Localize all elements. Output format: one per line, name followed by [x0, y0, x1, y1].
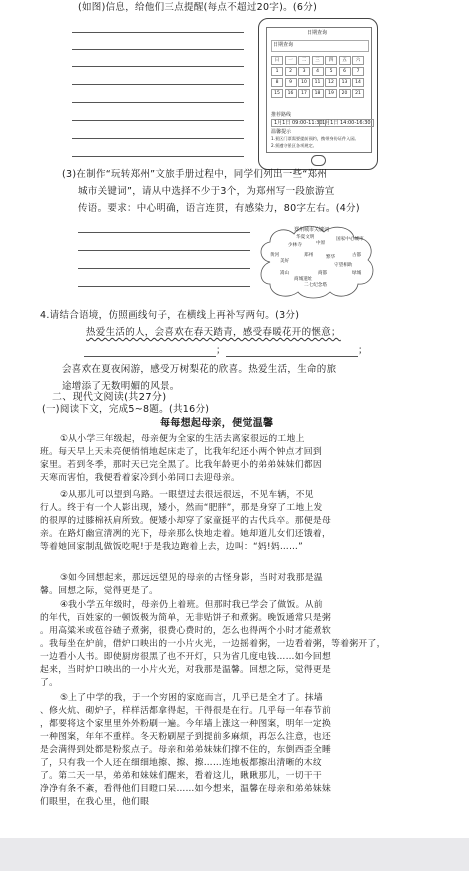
calendar-day[interactable]: 6 [339, 67, 351, 76]
article-line: 。我每坐在炉前，借炉口映出的一小片火光，一边摇着粥，一边看着粥，等着粥开了， [40, 639, 386, 649]
article-line: 的很厚的过膝棉袄肩所致。便矮小却穿了家童挺平的古代兵卒。那便是母 [40, 516, 332, 526]
article-line: 。用高粱米或苞谷碴子煮粥，很费心费时的，怎么也得两个小时才能煮软 [40, 626, 332, 636]
cloud-keyword: 古都 [352, 253, 362, 258]
cloud-keyword: 华夏文明 [296, 235, 315, 240]
article-line: 了，只有我一个人还在细细地擦、擦、擦……连地板都擦出清晰的木纹 [40, 758, 323, 768]
q4-semicolon-2: ； [358, 345, 368, 356]
route-b: 1月1日 14:00-16:30 [319, 119, 374, 127]
question-2-prompt: (如图)信息，给他们三点提醒(每点不超过20字)。(6分) [78, 2, 318, 13]
q4-line4: 途增添了无数明媚的风景。 [62, 381, 180, 392]
q4-example-sentence: 热爱生活的人，会喜欢在春天踏青，感受春暖花开的惬意； [86, 327, 341, 338]
calendar-weekday: 四 [325, 56, 337, 65]
article-line: 净净有条不紊，看得他们目瞪口呆……如今想来，温馨在母亲和弟弟妹妹 [40, 784, 332, 794]
route-title: 推荐路线 [271, 112, 292, 118]
q4-line3: 会喜欢在夏夜闲游，感受万树梨花的欣喜。热爱生活，生命的旅 [62, 364, 337, 375]
cloud-keyword: 美好 [280, 259, 290, 264]
cloud-keyword: 商都 [318, 271, 328, 276]
article-line: ⑤上了中学的我，于一个穷困的家庭而言，几乎已是全才了。抹墙 [60, 693, 323, 703]
keyword-cloud [256, 222, 378, 300]
article-line: 等着她回家制乱做饭吃呢!于是我边跑着上去，边叫：“妈!妈……” [40, 542, 303, 552]
cloud-title: 郑州城市关键词 [294, 227, 330, 233]
route-a: 1月1日 09:00-11:30 [271, 119, 326, 127]
calendar-day[interactable]: 7 [352, 67, 364, 76]
phone-illustration [258, 18, 378, 170]
q4-semicolon-1: ； [216, 345, 226, 356]
cloud-keyword: 国家中心城市 [336, 237, 364, 242]
cloud-keyword: 繁华 [326, 255, 336, 260]
q4-blank-1[interactable] [84, 356, 216, 357]
article-line: 是会满得到处都是粉浆点子。母亲和弟弟妹妹们撑不住的，东倒西歪全睡 [40, 745, 332, 755]
calendar-day[interactable]: 3 [298, 67, 310, 76]
calendar-weekday: 一 [285, 56, 297, 65]
article-line: ，都要将这个家里里外外粉刷一遍。今年墙上涨这一种图案，明年一定换 [40, 719, 332, 729]
cloud-keyword: 商城遗址 [294, 277, 313, 282]
q4-blank-2[interactable] [226, 356, 358, 357]
calendar-weekday: 二 [298, 56, 310, 65]
article-line: 了。第二天一早，弟弟和妹妹们醒来，看着这儿，瞅瞅那儿，一切干干 [40, 771, 323, 781]
calendar-day[interactable]: 15 [271, 89, 283, 98]
calendar-weekday: 三 [312, 56, 324, 65]
home-button [311, 155, 326, 166]
article-line: 了。 [40, 678, 59, 688]
article-line: ④我小学五年级时，母亲仍上着班。但那时我已学会了做饭。从前 [60, 600, 323, 610]
article-line: 家里。若到冬季，那时天已完全黑了。比我年龄更小的弟弟妹妹们都因 [40, 460, 323, 470]
section-2-title: 二、现代文阅读(共27分) [52, 392, 167, 403]
article-line: 起来，当时炉口映出的一小片火光，对我那是温馨。回想之际，觉得更是 [40, 665, 332, 675]
calendar-day[interactable]: 21 [352, 89, 364, 98]
cloud-keyword: 黄河 [270, 253, 280, 258]
q3-line2: 城市关键词”，请从中选择不少于3个，为郑州写一段旅游宣 [78, 186, 335, 197]
q3-line1: (3)在制作“玩转郑州”文旅手册过程中，同学们列出一些“郑州 [62, 169, 328, 180]
calendar-day[interactable]: 16 [285, 89, 297, 98]
article-title: 每每想起母亲，便觉温馨 [160, 418, 274, 429]
cloud-keyword: 守望相助 [334, 263, 353, 268]
calendar-day[interactable]: 14 [352, 78, 364, 87]
article-line: 天寒而害怕，我便看着家冷到小弟同口去迎母亲。 [40, 473, 241, 483]
calendar-day[interactable]: 18 [312, 89, 324, 98]
cloud-keyword: 少林寺 [288, 243, 302, 248]
calendar-grid [271, 56, 367, 108]
article-line: 一种图案，年年不重样。冬天粉刷屋子到提前多麻烦，再怎么注意，也还 [40, 732, 332, 742]
calendar-day[interactable]: 19 [325, 89, 337, 98]
calendar-day[interactable]: 4 [312, 67, 324, 76]
q4-prompt: 4.请结合语境，仿照画线句子，在横线上再补写两句。(3分) [40, 310, 300, 321]
cal-header: 日期查询 [273, 42, 294, 48]
phone-header: 日期查询 [307, 30, 328, 36]
calendar-day[interactable]: 12 [325, 78, 337, 87]
cloud-keyword: 嵩山 [280, 271, 290, 276]
calendar-weekday: 日 [271, 56, 283, 65]
article-line: ②从那儿可以望到乌路。一眼望过去很远很远，不见车辆，不见 [60, 490, 314, 500]
cloud-keyword: 中原 [316, 241, 326, 246]
article-line: 一边看小人书。即使厨房很黑了也不开灯，只为省几度电钱……如今回想 [40, 652, 332, 662]
article-line: ①从小学三年级起，母亲便为全家的生活去离家很远的工地上 [60, 434, 305, 444]
q3-line3: 传语。要求：中心明确，语言连贯，有感染力，80字左右。(4分) [78, 203, 360, 214]
calendar-day[interactable]: 1 [271, 67, 283, 76]
section-2-subtitle: (一)阅读下文，完成5~8题。(共16分) [42, 404, 210, 415]
page-footer-band [0, 838, 469, 871]
calendar-day[interactable]: 8 [271, 78, 283, 87]
cloud-keyword: 二七纪念塔 [304, 283, 327, 288]
article-line: ③如今回想起来，那远远望见的母亲的古怪身影，当时对我那是温 [60, 573, 323, 583]
calendar-day[interactable]: 20 [339, 89, 351, 98]
cloud-keyword: 绿城 [352, 271, 362, 276]
notice-title: 温馨提示 [271, 129, 292, 135]
article-line: 班。每天早上天未亮便悄悄地起床走了，比我年纪还小两个钟点才回到 [40, 447, 323, 457]
article-line: 行人。终于有一个人影出现，矮小，然而“肥胖”，那是身穿了工地上发 [40, 503, 323, 513]
article-line: 们眼里，在我心里，他们眼 [40, 797, 150, 807]
article-line: 的年代，百姓家的一顿饭极为简单，无非贴饼子和煮粥。晚饭通常只是粥 [40, 613, 332, 623]
calendar-day[interactable]: 10 [298, 78, 310, 87]
calendar-day[interactable]: 5 [325, 67, 337, 76]
calendar-day[interactable]: 9 [285, 78, 297, 87]
notice-1: 1.景区门票需要提前预约，携带身份证件入园。 [271, 136, 359, 141]
calendar-day[interactable]: 11 [312, 78, 324, 87]
article-line: 亲。在路灯幽宣清冽的光下，母亲那么快地走着。她却道儿女们还饿着， [40, 529, 332, 539]
calendar-day[interactable]: 17 [298, 89, 310, 98]
article-line: 、修火炕、砌炉子，样样活都拿得起，干得很是在行。几乎每一年春节前 [40, 706, 332, 716]
calendar-weekday: 六 [352, 56, 364, 65]
article-line: 馨。回想之际，觉得更是了。 [40, 586, 159, 596]
calendar-weekday: 五 [339, 56, 351, 65]
calendar-day[interactable]: 2 [285, 67, 297, 76]
calendar-day[interactable]: 13 [339, 78, 351, 87]
notice-2: 2.须遵守景区各项规定。 [271, 143, 317, 148]
cloud-keyword: 郑州 [304, 253, 314, 258]
